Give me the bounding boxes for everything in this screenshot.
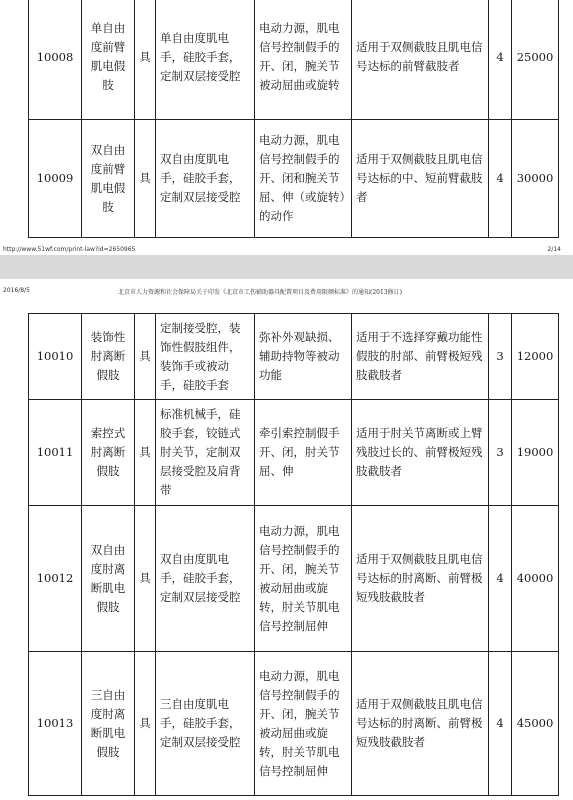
page-separator [0, 255, 573, 279]
item-code: 10010 [29, 314, 82, 400]
item-scope: 适用于双侧截肢且肌电信号达标的肘离断、前臂极短残肢截肢者 [352, 652, 489, 796]
header-date: 2016/8/5 [3, 287, 30, 294]
item-years: 4 [489, 0, 512, 120]
item-function: 电动力源，肌电信号控制假手的开、闭，腕关节被动屈曲或旋转，肘关节肌电信号控制屈伸 [255, 652, 352, 796]
item-config: 定制接受腔，装饰性假肢组件，装饰手或被动手，硅胶手套 [156, 314, 255, 400]
item-years: 4 [489, 506, 512, 652]
table-row [29, 652, 559, 796]
item-name: 三自由度肘离断肌电假肢 [82, 652, 135, 796]
item-config: 单自由度肌电手，硅胶手套，定制双层接受腔 [156, 0, 255, 120]
table-row [29, 506, 559, 652]
footer-url-link[interactable]: http://www.51wf.com/print-law?id=2650965 [3, 246, 136, 253]
header-title: 北京市人力资源和社会保障局关于印发《北京市工伤辅助器具配置项目及费用限额标准》的通知(2013修订) [118, 289, 402, 296]
item-unit: 具 [135, 400, 156, 506]
item-code: 10012 [29, 506, 82, 652]
item-scope: 适用于双侧截肢且肌电信号达标的中、短前臂截肢者 [352, 120, 489, 238]
table-row [29, 0, 559, 120]
footer-page-number: 2/14 [547, 246, 561, 253]
item-scope: 适用于双侧截肢且肌电信号达标的前臂截肢者 [352, 0, 489, 120]
item-price: 45000 [512, 652, 559, 796]
item-function: 电动力源，肌电信号控制假手的开、闭和腕关节屈、伸（或旋转）的动作 [255, 120, 352, 238]
item-unit: 具 [135, 0, 156, 120]
item-code: 10011 [29, 400, 82, 506]
item-name: 索控式肘离断假肢 [82, 400, 135, 506]
item-scope: 适用于不选择穿戴功能性假肢的肘部、前臂极短残肢截肢者 [352, 314, 489, 400]
item-function: 电动力源，肌电信号控制假手的开、闭，腕关节被动屈曲或旋转 [255, 0, 352, 120]
item-config: 三自由度肌电手，硅胶手套，定制双层接受腔 [156, 652, 255, 796]
item-name: 双自由度肘离断肌电假肢 [82, 506, 135, 652]
item-years: 3 [489, 314, 512, 400]
equipment-table-top [28, 0, 559, 238]
item-years: 4 [489, 120, 512, 238]
item-scope: 适用于双侧截肢且肌电信号达标的肘离断、前臂极短残肢截肢者 [352, 506, 489, 652]
item-price: 40000 [512, 506, 559, 652]
document-page-top [0, 0, 573, 255]
item-code: 10013 [29, 652, 82, 796]
document-page-bottom [0, 279, 573, 800]
table-row [29, 400, 559, 506]
item-name: 单自由度前臂肌电假肢 [82, 0, 135, 120]
item-unit: 具 [135, 506, 156, 652]
item-unit: 具 [135, 120, 156, 238]
item-scope: 适用于肘关节离断或上臂残肢过长的、前臂极短残肢截肢者 [352, 400, 489, 506]
item-name: 双自由度前臂肌电假肢 [82, 120, 135, 238]
table-row [29, 120, 559, 238]
item-function: 电动力源，肌电信号控制假手的开、闭，腕关节被动屈曲或旋转，肘关节肌电信号控制屈伸 [255, 506, 352, 652]
item-code: 10009 [29, 120, 82, 238]
item-price: 25000 [512, 0, 559, 120]
item-name: 装饰性肘离断假肢 [82, 314, 135, 400]
item-config: 双自由度肌电手，硅胶手套，定制双层接受腔 [156, 506, 255, 652]
equipment-table-bottom [28, 313, 559, 796]
item-function: 牵引索控制假手开、闭，肘关节屈、伸 [255, 400, 352, 506]
item-code: 10008 [29, 0, 82, 120]
item-unit: 具 [135, 314, 156, 400]
item-price: 12000 [512, 314, 559, 400]
item-price: 30000 [512, 120, 559, 238]
item-config: 标准机械手，硅胶手套，铰链式肘关节，定制双层接受腔及肩背带 [156, 400, 255, 506]
item-function: 弥补外观缺损、辅助持物等被动功能 [255, 314, 352, 400]
item-price: 19000 [512, 400, 559, 506]
item-years: 4 [489, 652, 512, 796]
item-years: 3 [489, 400, 512, 506]
table-row [29, 314, 559, 400]
item-config: 双自由度肌电手，硅胶手套，定制双层接受腔 [156, 120, 255, 238]
item-unit: 具 [135, 652, 156, 796]
